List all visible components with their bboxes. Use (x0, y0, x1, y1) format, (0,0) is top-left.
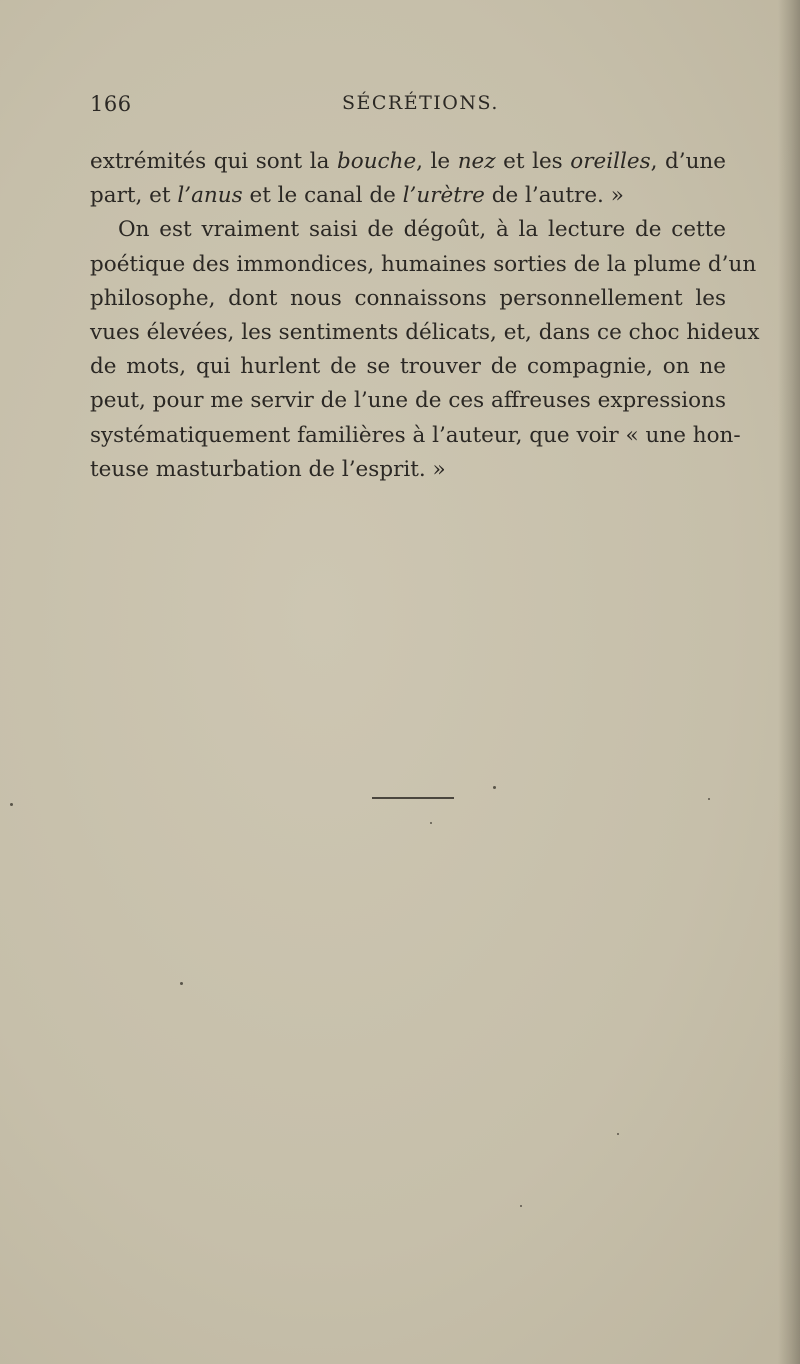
text-line-6: vues élevées, les sentiments délicats, et, dans ce choc hideux (90, 320, 760, 346)
text-line-3: On est vraiment saisi de dégoût, à la lecture de cette (118, 217, 726, 243)
paper-speck (708, 798, 710, 800)
italic-term-uretre: l’urètre (402, 183, 485, 209)
paper-speck (180, 982, 183, 985)
text-line-10: teuse masturbation de l’esprit. » (90, 456, 446, 482)
text-line-8: peut, pour me servir de l’une de ces affreuses expressions (90, 388, 726, 414)
text-run: , le (416, 149, 458, 174)
text-run: part, et (90, 183, 178, 209)
running-head (90, 92, 726, 122)
text-line-5: philosophe, dont nous connaissons personnellement les (90, 285, 726, 311)
text-run: , d’une (650, 149, 727, 174)
text-line-9: systématiquement familières à l’auteur, que voir « une hon- (90, 422, 741, 448)
text-line-2 (90, 179, 726, 213)
text-line-4: poétique des immondices, humaines sorties de la plume d’un (90, 251, 757, 277)
italic-term-anus: l’anus (177, 183, 243, 209)
paper-speck (430, 822, 432, 824)
text-run: et le canal de (242, 183, 403, 209)
section-divider-rule (372, 797, 454, 799)
text-run: de l’autre. » (484, 183, 624, 209)
italic-term-oreilles: oreilles (570, 149, 651, 174)
text-run: extrémités qui sont la (90, 149, 337, 174)
running-title: SÉCRÉTIONS. (342, 92, 499, 114)
paper-speck (493, 786, 496, 789)
italic-term-nez: nez (457, 149, 496, 174)
body-text (90, 145, 760, 487)
text-line-1 (90, 145, 726, 179)
text-line-7: de mots, qui hurlent de se trouver de compagnie, on ne (90, 354, 726, 380)
page-number: 166 (90, 92, 132, 116)
paper-speck (617, 1133, 619, 1135)
paper-speck (10, 803, 13, 806)
paper-speck (520, 1205, 522, 1207)
page-edge-shadow (778, 0, 800, 1364)
italic-term-bouche: bouche (337, 149, 417, 174)
text-run: et les (495, 149, 571, 174)
